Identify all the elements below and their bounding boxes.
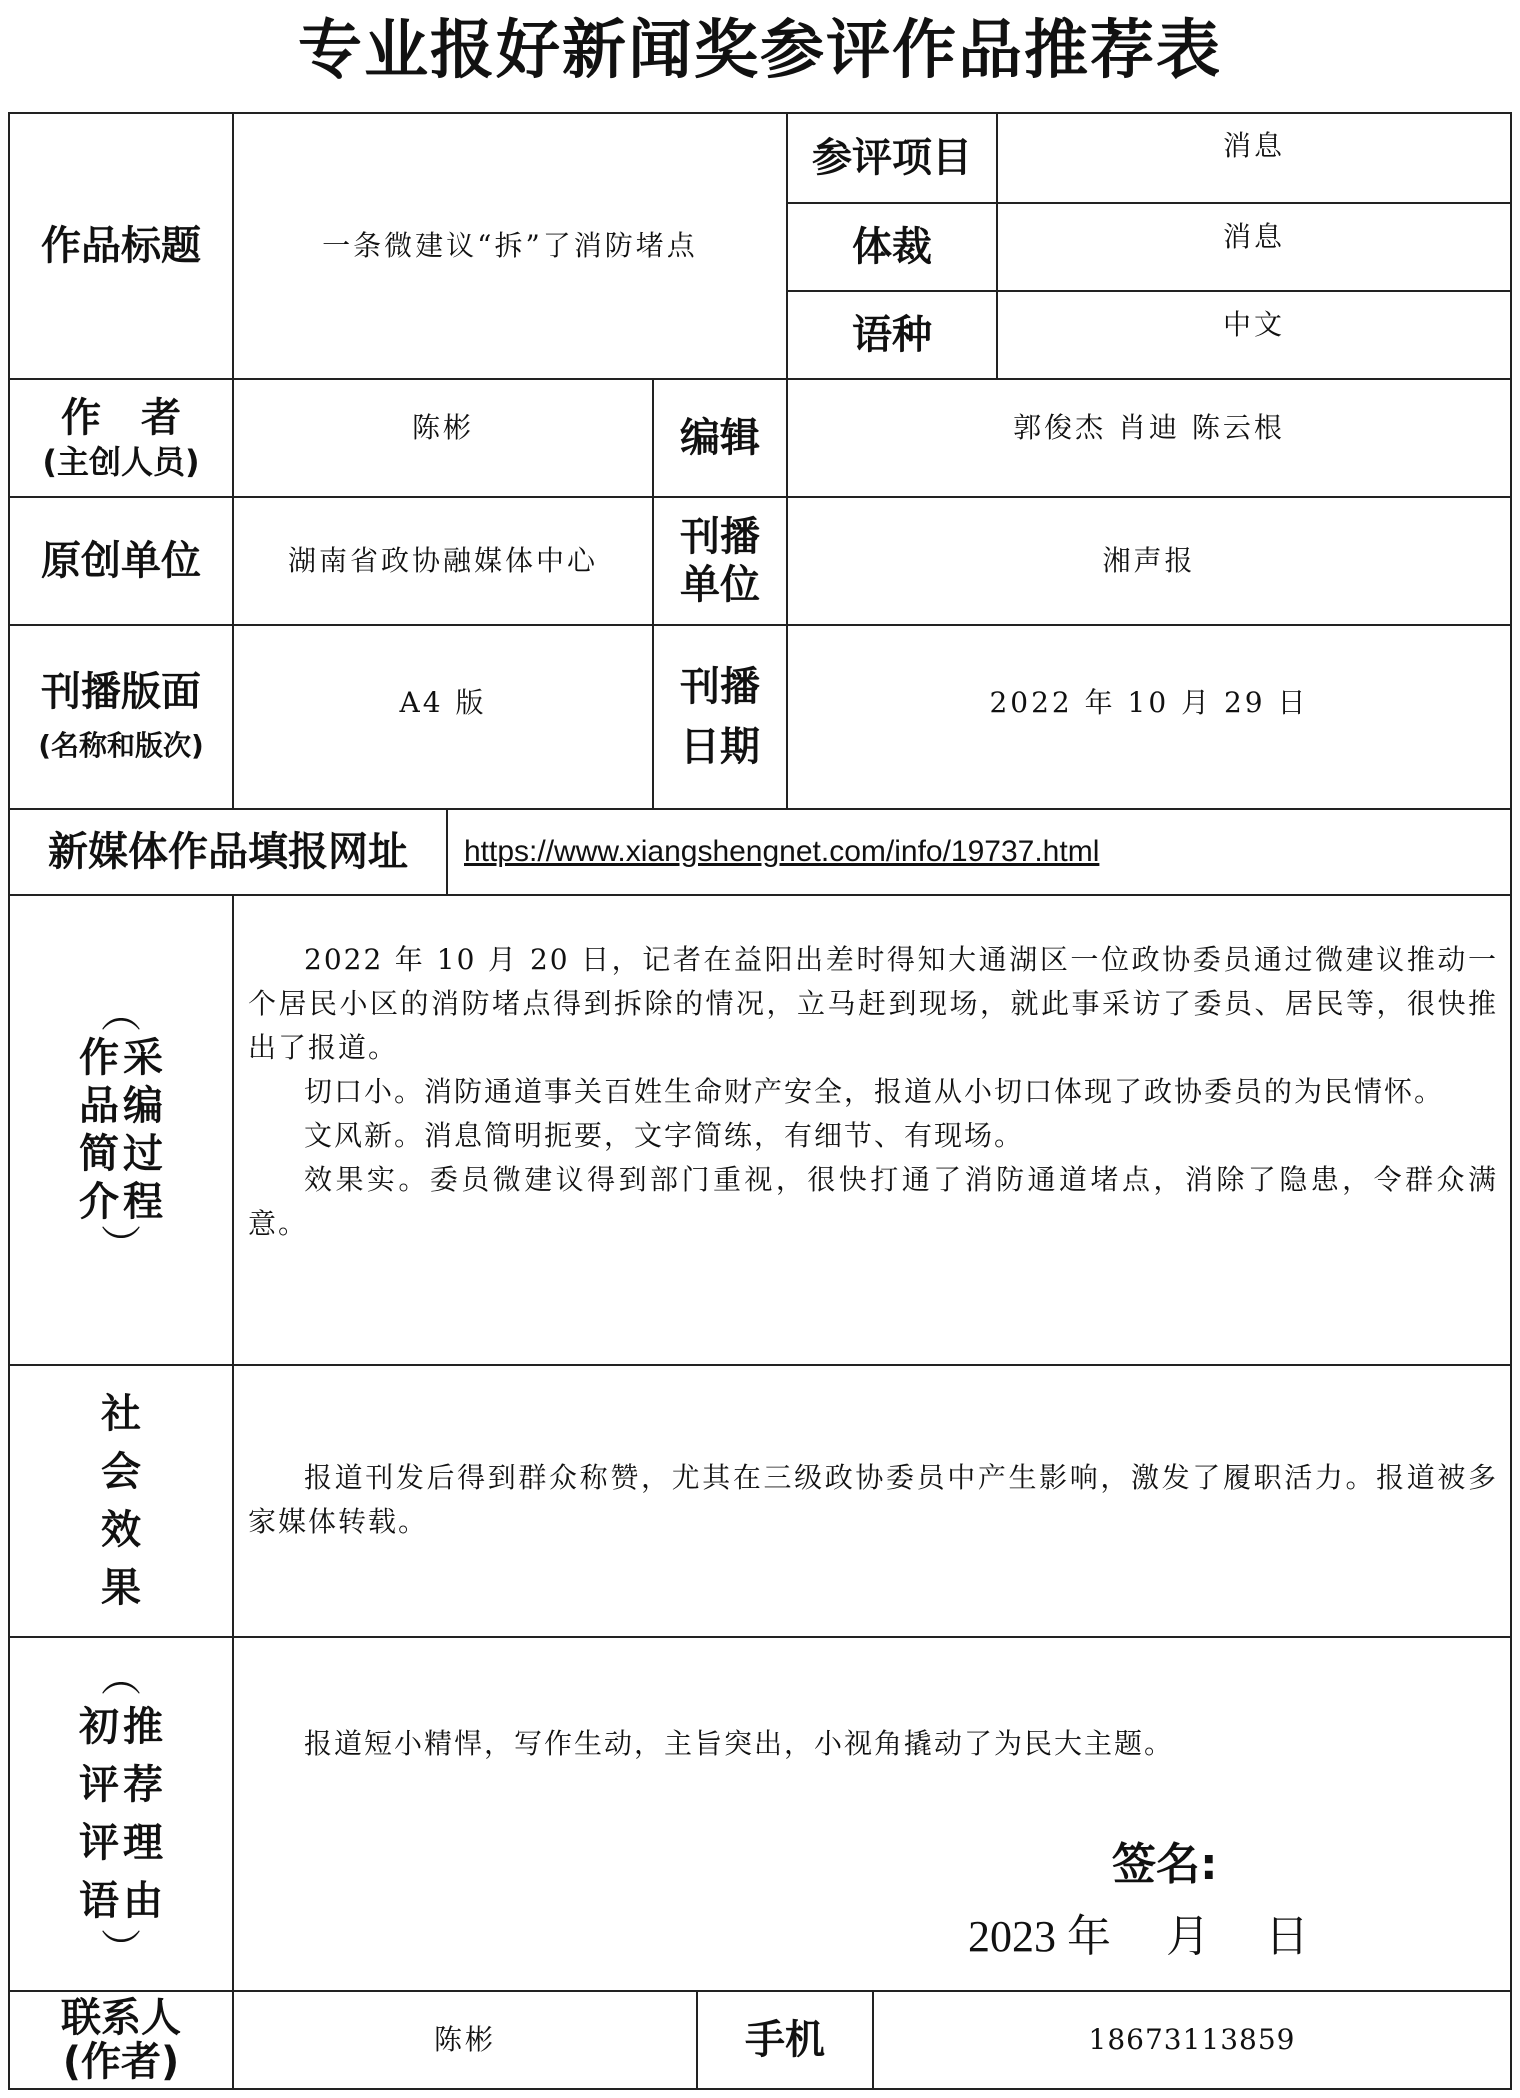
document-title: 专业报好新闻奖参评作品推荐表 xyxy=(298,14,1222,88)
contact-label-cell xyxy=(10,1992,232,2088)
url-label: 新媒体作品填报网址 xyxy=(48,829,408,875)
process-col1-char: 品 xyxy=(79,1083,119,1129)
phone-label: 手机 xyxy=(745,2017,825,2063)
entry-item-value: 消息 xyxy=(1222,129,1285,162)
editor-label: 编辑 xyxy=(680,415,760,461)
pub-unit-label-line1: 刊播 xyxy=(680,514,760,560)
genre-value: 消息 xyxy=(1222,220,1285,253)
social-effect-text xyxy=(248,1456,1498,1544)
process-col2-char: 程 xyxy=(123,1179,163,1225)
review-label-cell xyxy=(10,1638,232,1990)
social-char: 果 xyxy=(101,1565,141,1611)
pub-page-label: 刊播版面 xyxy=(41,669,201,715)
process-col2-char: 采 xyxy=(123,1035,163,1081)
work-title-label: 作品标题 xyxy=(41,223,201,269)
pub-unit-label-cell xyxy=(654,498,786,624)
pub-page-value: A4 版 xyxy=(399,686,487,719)
pub-page-label-cell xyxy=(10,626,232,808)
author-label-cell xyxy=(10,380,232,496)
pub-date-label-cell xyxy=(654,626,786,808)
entry-item-label: 参评项目 xyxy=(812,135,972,181)
pub-date-value: 2022 年 10 月 29 日 xyxy=(989,686,1309,719)
process-col2-char: 过 xyxy=(123,1131,163,1177)
process-paragraph: 2022 年 10 月 20 日，记者在益阳出差时得知大通湖区一位政协委员通过微建议推动一个居民小区的消防堵点得到拆除的情况，立马赶到现场，就此事采访了委员、居民等，很快推出了报道。 xyxy=(248,943,1498,1064)
author-value: 陈彬 xyxy=(411,411,474,444)
process-paragraph: 文风新。消息简明扼要，文字简练，有细节、有现场。 xyxy=(304,1119,1025,1152)
review-col2-char: 理 xyxy=(123,1820,163,1866)
url-link[interactable]: https://www.xiangshengnet.com/info/19737.html xyxy=(464,835,1100,868)
process-col1-char: 简 xyxy=(79,1131,119,1177)
author-label: 作 者 xyxy=(61,395,181,441)
review-col1-char: 评 xyxy=(79,1820,119,1866)
review-col2-char: 由 xyxy=(123,1878,163,1924)
pub-unit-label-line2: 单位 xyxy=(680,562,760,608)
review-col2-char: 推 xyxy=(123,1704,163,1750)
phone-value: 18673113859 xyxy=(1088,2023,1296,2056)
process-paren-open: ︵ xyxy=(101,991,141,1037)
signature-label: 签名: xyxy=(1112,1839,1218,1890)
author-sub-label: (主创人员) xyxy=(42,443,200,481)
pub-date-label-line2: 日期 xyxy=(680,724,760,770)
process-col1-char: 作 xyxy=(79,1035,119,1081)
process-label-cell xyxy=(10,896,232,1364)
review-col1-char: 语 xyxy=(79,1878,119,1924)
review-paren-open: ︵ xyxy=(101,1655,141,1701)
process-paren-close: ︶ xyxy=(101,1223,141,1269)
pub-page-sub-label: (名称和版次) xyxy=(38,729,204,762)
review-paren-close: ︶ xyxy=(101,1927,141,1973)
process-col2-char: 编 xyxy=(123,1083,163,1129)
contact-value: 陈彬 xyxy=(433,2023,496,2056)
process-paragraph: 切口小。消防通道事关百姓生命财产安全，报道从小切口体现了政协委员的为民情怀。 xyxy=(304,1075,1445,1108)
genre-label: 体裁 xyxy=(852,224,932,270)
social-label-cell xyxy=(10,1366,232,1636)
review-reason-text xyxy=(248,1722,1498,1766)
process-text xyxy=(248,938,1498,1246)
sign-date: 2023 年 月 日 xyxy=(968,1912,1309,1961)
social-char: 会 xyxy=(101,1449,141,1495)
pub-unit-value: 湘声报 xyxy=(1102,544,1196,577)
url-cell xyxy=(448,810,1510,894)
social-effect-paragraph: 报道刊发后得到群众称赞，尤其在三级政协委员中产生影响，激发了履职活力。报道被多家媒体转载。 xyxy=(248,1461,1498,1538)
contact-label: 联系人 xyxy=(61,1995,181,2041)
pub-date-label-line1: 刊播 xyxy=(680,664,760,710)
work-title-value: 一条微建议“拆”了消防堵点 xyxy=(322,229,698,262)
contact-sub-label: (作者) xyxy=(62,2039,180,2085)
review-reason-paragraph: 报道短小精悍，写作生动，主旨突出，小视角撬动了为民大主题。 xyxy=(304,1727,1175,1760)
orig-unit-value: 湖南省政协融媒体中心 xyxy=(287,544,598,577)
orig-unit-label: 原创单位 xyxy=(41,538,201,584)
process-paragraph: 效果实。委员微建议得到部门重视，很快打通了消防通道堵点，消除了隐患，令群众满意。 xyxy=(248,1163,1498,1240)
language-value: 中文 xyxy=(1222,308,1285,341)
social-char: 社 xyxy=(101,1391,141,1437)
review-col1-char: 初 xyxy=(79,1704,119,1750)
editor-value: 郭俊杰 肖迪 陈云根 xyxy=(1013,411,1285,444)
social-char: 效 xyxy=(101,1507,141,1553)
language-label: 语种 xyxy=(852,312,932,358)
review-col1-char: 评 xyxy=(79,1762,119,1808)
review-col2-char: 荐 xyxy=(123,1762,163,1808)
process-col1-char: 介 xyxy=(79,1179,119,1225)
